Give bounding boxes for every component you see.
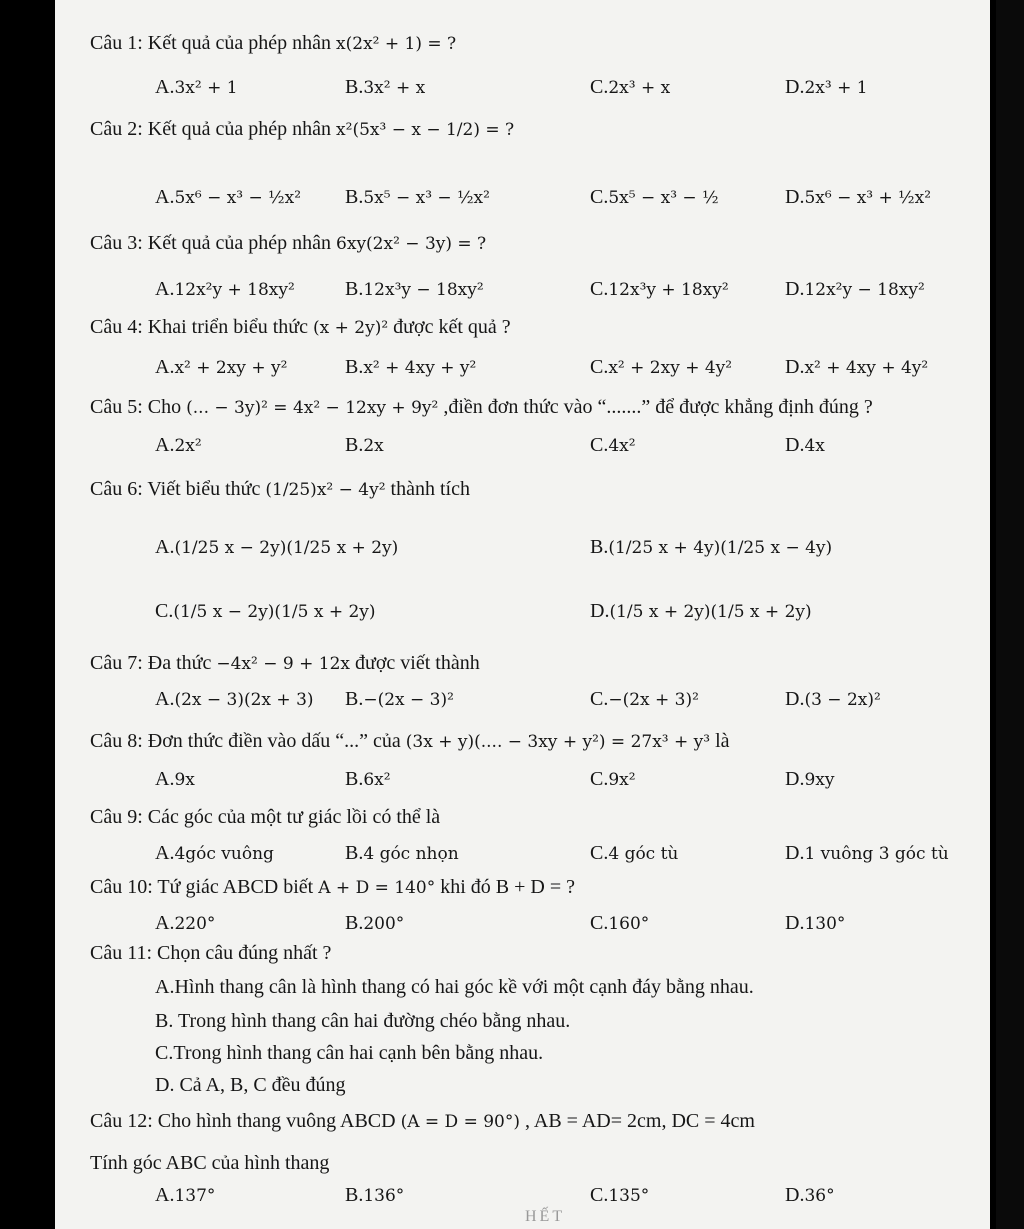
option-2-D	[785, 186, 931, 209]
option-letter: B.	[345, 912, 364, 934]
question-expression: x(2x² + 1) = ?	[336, 34, 457, 54]
option-8-B	[345, 768, 391, 791]
option-value: 4x	[804, 436, 825, 456]
option-3-C	[590, 278, 729, 301]
option-6-C	[155, 600, 376, 623]
option-8-C	[590, 768, 636, 791]
question-5	[90, 396, 873, 419]
option-value: −(2x + 3)²	[608, 690, 699, 710]
option-value: x² + 2xy + 4y²	[608, 358, 733, 378]
option-value: 12x³y + 18xy²	[608, 280, 729, 300]
option-letter: C.	[155, 600, 174, 622]
option-3-D	[785, 278, 925, 301]
option-letter: A.	[155, 842, 175, 864]
question-8	[90, 730, 730, 753]
option-12-B	[345, 1184, 404, 1207]
option-value: 135°	[608, 1186, 650, 1206]
question-tail: thành tích	[390, 478, 470, 500]
option-value: 2x³ + x	[608, 78, 671, 98]
option-9-C	[590, 842, 678, 865]
option-10-A	[155, 912, 215, 935]
statement-11-3: D. Cả A, B, C đều đúng	[155, 1074, 346, 1096]
option-letter: D.	[785, 688, 805, 710]
option-10-D	[785, 912, 845, 935]
option-value: 137°	[174, 1186, 216, 1206]
option-letter: B.	[345, 356, 364, 378]
option-value: (1/25 x − 2y)(1/25 x + 2y)	[174, 538, 399, 558]
option-letter: C.	[590, 688, 609, 710]
question-label: Câu 7:	[90, 652, 143, 674]
option-4-D	[785, 356, 928, 379]
option-value: 4x²	[608, 436, 636, 456]
question-label: Câu 5:	[90, 396, 143, 418]
option-letter: B.	[345, 434, 364, 456]
question-label: Câu 6:	[90, 478, 143, 500]
question-label: Câu 1:	[90, 32, 143, 54]
option-1-B	[345, 76, 425, 99]
option-4-B	[345, 356, 476, 379]
option-letter: C.	[590, 842, 609, 864]
option-5-A	[155, 434, 202, 457]
option-value: 3x² + x	[363, 78, 426, 98]
question-text: Khai triển biểu thức	[147, 316, 309, 338]
question-text: Đơn thức điền vào dấu “...” của	[147, 730, 401, 752]
option-letter: A.	[155, 912, 175, 934]
option-value: 9x	[174, 770, 195, 790]
option-3-B	[345, 278, 484, 301]
option-letter: D.	[785, 76, 805, 98]
question-9	[90, 806, 440, 829]
option-letter: D.	[785, 186, 805, 208]
option-9-D	[785, 842, 949, 865]
statement-11-2: C.Trong hình thang cân hai cạnh bên bằng nhau.	[155, 1042, 544, 1064]
question-label: Câu 10:	[90, 876, 153, 898]
option-1-C	[590, 76, 670, 99]
option-8-D	[785, 768, 834, 791]
option-letter: A.	[155, 186, 175, 208]
option-value: 130°	[804, 914, 846, 934]
question-4	[90, 316, 511, 339]
option-letter: B.	[345, 688, 364, 710]
option-letter: C.	[590, 278, 609, 300]
option-9-B	[345, 842, 459, 865]
question-text: Cho hình thang vuông ABCD	[157, 1110, 396, 1132]
question-label: Câu 12:	[90, 1110, 153, 1132]
question-label: Câu 8:	[90, 730, 143, 752]
option-letter: A.	[155, 278, 175, 300]
right-dark-edge	[996, 0, 1024, 1229]
option-7-A	[155, 688, 314, 711]
option-letter: B.	[345, 186, 364, 208]
option-10-C	[590, 912, 649, 935]
option-letter: B.	[345, 768, 364, 790]
option-value: 4 góc tù	[608, 844, 679, 864]
question-10	[90, 876, 575, 899]
option-value: 2x	[363, 436, 384, 456]
option-value: 9xy	[804, 770, 835, 790]
footer-text: HẾT	[525, 1208, 566, 1225]
option-letter: B.	[590, 536, 609, 558]
question-tail: được kết quả ?	[393, 316, 511, 338]
option-12-A	[155, 1184, 215, 1207]
option-3-A	[155, 278, 295, 301]
question-3	[90, 232, 486, 255]
option-4-A	[155, 356, 287, 379]
option-value: 2x²	[174, 436, 202, 456]
option-2-C	[590, 186, 719, 209]
option-letter: B.	[345, 1184, 364, 1206]
option-12-D	[785, 1184, 835, 1207]
option-letter: B.	[345, 278, 364, 300]
question-label: Câu 4:	[90, 316, 143, 338]
option-value: x² + 4xy + 4y²	[804, 358, 929, 378]
option-5-B	[345, 434, 384, 457]
question-expression: A + D = 140°	[318, 878, 436, 898]
option-letter: D.	[785, 356, 805, 378]
option-letter: C.	[590, 356, 609, 378]
option-value: 5x⁶ − x³ + ½x²	[804, 188, 932, 208]
option-letter: C.	[590, 912, 609, 934]
option-letter: A.	[155, 76, 175, 98]
option-7-B	[345, 688, 454, 711]
option-value: 9x²	[608, 770, 636, 790]
option-7-D	[785, 688, 881, 711]
statement-11-0: A.Hình thang cân là hình thang có hai góc kề với một cạnh đáy bằng nhau.	[155, 976, 754, 998]
question-tail: là	[715, 730, 730, 752]
option-value: 12x³y − 18xy²	[363, 280, 484, 300]
option-letter: A.	[155, 1184, 175, 1206]
option-value: 12x²y − 18xy²	[804, 280, 925, 300]
worksheet-page	[55, 0, 990, 1229]
question-expression: (... − 3y)² = 4x² − 12xy + 9y²	[186, 398, 439, 418]
option-value: (3 − 2x)²	[804, 690, 881, 710]
question-text: Viết biểu thức	[147, 478, 261, 500]
question-tail: ,điền đơn thức vào “.......” để được khẳng định đúng ?	[443, 396, 873, 418]
option-5-C	[590, 434, 636, 457]
question-text: Tứ giác ABCD biết	[157, 876, 314, 898]
option-letter: A.	[155, 536, 175, 558]
option-letter: D.	[785, 1184, 805, 1206]
question-text: Cho	[147, 396, 182, 418]
option-value: (1/5 x − 2y)(1/5 x + 2y)	[173, 602, 376, 622]
option-letter: C.	[590, 1184, 609, 1206]
question-expression: (1/25)x² − 4y²	[265, 480, 386, 500]
question-1	[90, 32, 456, 55]
option-value: 160°	[608, 914, 650, 934]
question-expression: (A = D = 90°)	[400, 1112, 520, 1132]
question-expression: (3x + y)(.... − 3xy + y²) = 27x³ + y³	[405, 732, 711, 752]
option-value: 6x²	[363, 770, 391, 790]
question-12-line-2: Tính góc ABC của hình thang	[90, 1152, 330, 1174]
option-value: 12x²y + 18xy²	[174, 280, 295, 300]
option-letter: D.	[785, 434, 805, 456]
option-value: 200°	[363, 914, 405, 934]
option-value: −(2x − 3)²	[363, 690, 454, 710]
option-value: (2x − 3)(2x + 3)	[174, 690, 314, 710]
option-1-A	[155, 76, 238, 99]
option-value: 5x⁵ − x³ − ½	[608, 188, 719, 208]
option-4-C	[590, 356, 732, 379]
option-value: 3x² + 1	[174, 78, 238, 98]
option-letter: C.	[590, 186, 609, 208]
option-value: 2x³ + 1	[804, 78, 868, 98]
option-letter: A.	[155, 434, 175, 456]
option-value: x² + 2xy + y²	[174, 358, 288, 378]
option-8-A	[155, 768, 195, 791]
question-tail: được viết thành	[354, 652, 480, 674]
question-text: Các góc của một tư giác lồi có thể là	[147, 806, 441, 828]
question-11	[90, 942, 331, 965]
option-letter: D.	[785, 842, 805, 864]
option-value: 36°	[804, 1186, 835, 1206]
question-12	[90, 1110, 755, 1133]
option-value: 4góc vuông	[174, 844, 274, 864]
option-letter: C.	[590, 768, 609, 790]
option-letter: C.	[590, 76, 609, 98]
option-letter: D.	[785, 912, 805, 934]
option-letter: C.	[590, 434, 609, 456]
option-letter: D.	[785, 278, 805, 300]
option-1-D	[785, 76, 868, 99]
option-2-A	[155, 186, 301, 209]
option-letter: A.	[155, 768, 175, 790]
option-value: 1 vuông 3 góc tù	[804, 844, 949, 864]
option-6-D	[590, 600, 812, 623]
option-value: 5x⁵ − x³ − ½x²	[363, 188, 490, 208]
question-text: Chọn câu đúng nhất ?	[157, 942, 332, 964]
question-label: Câu 11:	[90, 942, 153, 964]
question-expression: 6xy(2x² − 3y) = ?	[336, 234, 487, 254]
option-value: (1/25 x + 4y)(1/25 x − 4y)	[608, 538, 833, 558]
option-value: 220°	[174, 914, 216, 934]
question-label: Câu 9:	[90, 806, 143, 828]
question-text: Kết quả của phép nhân	[147, 118, 332, 140]
question-tail: khi đó B + D = ?	[440, 876, 575, 898]
option-10-B	[345, 912, 404, 935]
option-5-D	[785, 434, 825, 457]
option-value: 4 góc nhọn	[363, 844, 459, 864]
question-expression: −4x² − 9 + 12x	[216, 654, 350, 674]
option-letter: A.	[155, 688, 175, 710]
option-6-B	[590, 536, 832, 559]
option-letter: B.	[345, 76, 364, 98]
question-tail: , AB = AD= 2cm, DC = 4cm	[525, 1110, 755, 1132]
question-7	[90, 652, 480, 675]
statement-11-1: B. Trong hình thang cân hai đường chéo bằng nhau.	[155, 1010, 571, 1032]
question-label: Câu 2:	[90, 118, 143, 140]
option-9-A	[155, 842, 274, 865]
option-value: (1/5 x + 2y)(1/5 x + 2y)	[609, 602, 812, 622]
option-value: x² + 4xy + y²	[363, 358, 477, 378]
question-text: Đa thức	[147, 652, 212, 674]
option-2-B	[345, 186, 490, 209]
option-letter: A.	[155, 356, 175, 378]
option-value: 5x⁶ − x³ − ½x²	[174, 188, 302, 208]
option-value: 136°	[363, 1186, 405, 1206]
option-letter: B.	[345, 842, 364, 864]
option-letter: D.	[590, 600, 610, 622]
question-expression: (x + 2y)²	[313, 318, 389, 338]
question-text: Kết quả của phép nhân	[147, 32, 332, 54]
option-7-C	[590, 688, 699, 711]
question-label: Câu 3:	[90, 232, 143, 254]
question-6	[90, 478, 470, 501]
question-text: Kết quả của phép nhân	[147, 232, 332, 254]
option-letter: D.	[785, 768, 805, 790]
option-6-A	[155, 536, 398, 559]
option-12-C	[590, 1184, 649, 1207]
question-2	[90, 118, 514, 141]
question-expression: x²(5x³ − x − 1/2) = ?	[336, 120, 515, 140]
